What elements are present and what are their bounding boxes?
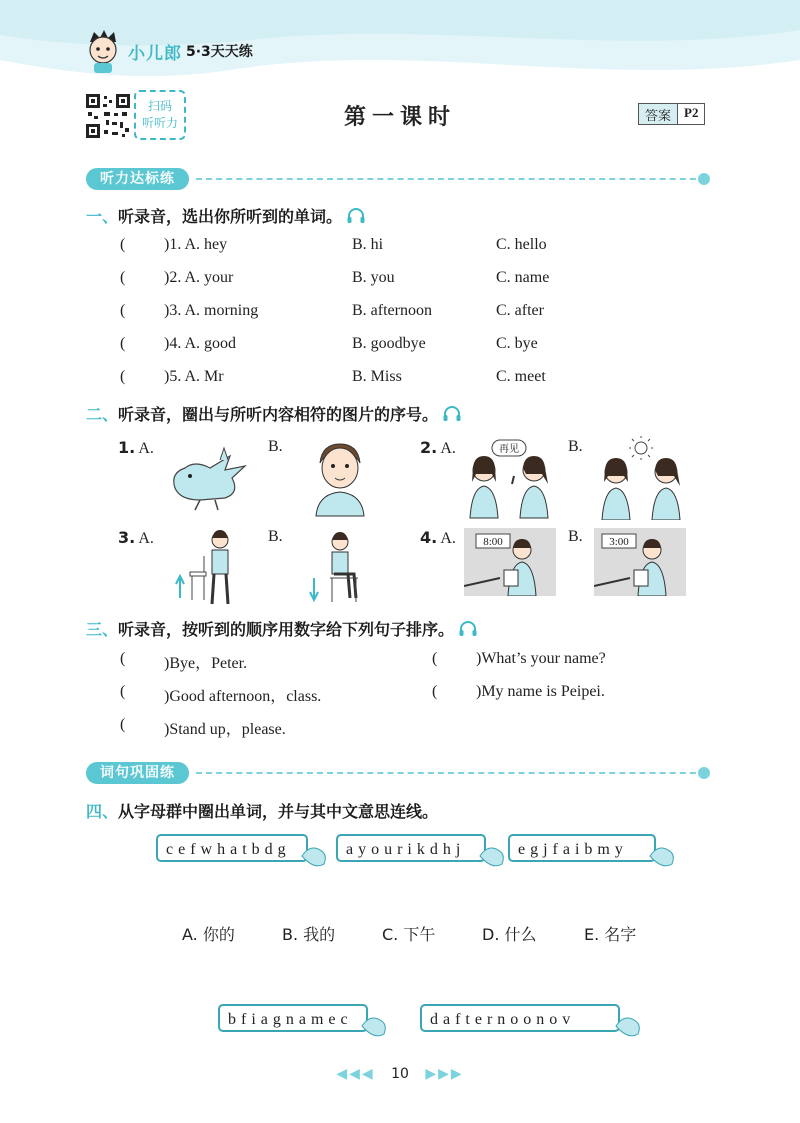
answer-paren[interactable]: ( [432,650,438,667]
meaning-item[interactable]: C. 下午 [382,925,436,944]
brand-series: 5·3天天练 [186,44,253,60]
section-vocab-tag: 词句巩固练 [86,762,189,784]
sentence: )Stand up，please. [164,721,286,738]
mascot-boy-icon [82,28,124,74]
left-arrows-icon: ◀◀◀ [336,1066,375,1082]
list-item [120,683,322,705]
option-b: B. hi [352,236,384,253]
letter-group-4[interactable] [212,1004,392,1040]
q2-item-1-b-label: B. [268,438,283,455]
question-number: 二、 [86,405,119,424]
scan-label-line2: 听听力 [141,116,178,130]
answer-reference [638,103,705,125]
question-3-heading [86,617,478,640]
option-b: B. goodbye [352,335,426,352]
option-a-label: A. [138,530,154,547]
option-b: B. Miss [352,368,402,385]
teacher-8am-picture[interactable] [464,528,556,596]
question-2-heading [86,402,462,425]
sentence: )Good afternoon，class. [164,688,322,705]
clock-8-text: 8:00 [483,536,503,548]
boy-picture[interactable] [300,438,380,518]
q2-item-4-label [420,528,456,548]
boy-sit-down-picture[interactable] [302,528,382,606]
option-a: )3. A. morning [164,302,259,319]
letter-box: cefwhatbdg [156,834,308,862]
item-number: 4. [420,528,438,547]
question-instruction: 听录音，按听到的顺序用数字给下列句子排序。 [118,620,455,639]
list-item [120,302,544,320]
q2-item-4-b-label: B. [568,528,583,545]
brand-logo [82,28,253,74]
letter-group-2[interactable] [330,834,510,870]
section-dot [698,767,710,779]
speech-bubble-text: 再见 [499,444,519,455]
dragon-picture[interactable] [160,438,260,518]
question-number: 一、 [86,207,119,226]
meaning-item[interactable]: B. 我的 [282,925,336,944]
answer-paren[interactable]: ( [120,368,126,385]
question-number: 四、 [86,802,119,821]
page-footer [0,1066,800,1082]
option-c: C. after [496,302,544,319]
answer-paren[interactable]: ( [120,683,126,700]
brand-name: 小儿郎 [128,43,182,64]
letter-box: ayourikdhj [336,834,486,862]
answer-paren[interactable]: ( [120,302,126,319]
option-c: C. bye [496,335,538,352]
question-instruction: 听录音，选出你所听到的单词。 [118,207,343,226]
clock-3-text: 3:00 [609,536,629,548]
meaning-item[interactable]: A. 你的 [182,925,235,944]
headphones-icon [442,405,462,423]
item-number: 1. [118,438,136,457]
headphones-icon [346,207,366,225]
option-a: )5. A. Mr [164,368,224,385]
option-a: )4. A. good [164,335,236,352]
letter-box: bfiagnamec [218,1004,368,1032]
letter-group-3[interactable] [502,834,682,870]
question-number: 三、 [86,620,119,639]
answer-paren[interactable]: ( [120,236,126,253]
sentence: )My name is Peipei. [476,683,605,700]
answer-paren[interactable]: ( [120,650,126,667]
sentence: )Bye，Peter. [164,655,248,672]
page-number: 10 [391,1066,409,1082]
list-item [120,650,248,672]
list-item [120,236,547,254]
boy-stand-up-picture[interactable] [170,528,250,606]
option-a-label: A. [138,440,154,457]
section-divider [196,178,706,180]
girls-goodbye-picture[interactable] [462,438,556,520]
section-vocab [86,762,706,784]
option-b: B. afternoon [352,302,432,319]
girls-sunny-picture[interactable] [594,436,688,520]
list-item [120,368,546,386]
q2-item-2-label [420,438,456,458]
q2-item-3-label [118,528,154,548]
answer-paren[interactable]: ( [120,716,126,733]
teacher-3pm-picture[interactable] [594,528,686,596]
list-item [120,269,550,287]
answer-paren[interactable]: ( [120,335,126,352]
scan-label-line1: 扫码 [147,99,172,113]
section-listening [86,168,706,190]
answer-page: P2 [684,105,699,120]
meaning-item[interactable]: E. 名字 [584,925,637,944]
sentence: )What’s your name? [476,650,606,667]
item-number: 2. [420,438,438,457]
answer-label: 答案 [639,104,678,124]
option-a: )1. A. hey [164,236,228,253]
option-c: C. hello [496,236,547,253]
q2-item-2-b-label: B. [568,438,583,455]
letter-group-5[interactable] [414,1004,646,1040]
option-a-label: A. [440,530,456,547]
answer-paren[interactable]: ( [432,683,438,700]
letter-group-1[interactable] [150,834,330,870]
q2-item-3-b-label: B. [268,528,283,545]
section-listening-tag: 听力达标练 [86,168,189,190]
list-item [120,335,538,353]
list-item [432,650,606,668]
letter-box: egjfaibmy [508,834,656,862]
meaning-item[interactable]: D. 什么 [482,925,537,944]
section-divider [196,772,706,774]
headphones-icon [458,620,478,638]
page-title: 第一课时 [343,105,456,130]
leaf-decoration-icon [648,844,678,870]
option-a-label: A. [440,440,456,457]
list-item [120,716,286,738]
item-number: 3. [118,528,136,547]
right-arrows-icon: ▶▶▶ [425,1066,464,1082]
question-1-heading [86,204,366,227]
letter-box: dafternoonov [420,1004,620,1032]
question-instruction: 听录音，圈出与所听内容相符的图片的序号。 [118,405,439,424]
option-c: C. meet [496,368,546,385]
leaf-decoration-icon [614,1014,644,1040]
question-instruction: 从字母群中圈出单词，并与其中文意思连线。 [118,802,439,821]
section-dot [698,173,710,185]
question-4-heading [86,799,438,822]
leaf-decoration-icon [360,1014,390,1040]
option-a: )2. A. your [164,269,234,286]
answer-paren[interactable]: ( [120,269,126,286]
leaf-decoration-icon [300,844,330,870]
q2-item-1-label [118,438,154,458]
list-item [432,683,605,701]
option-c: C. name [496,269,550,286]
option-b: B. you [352,269,395,286]
